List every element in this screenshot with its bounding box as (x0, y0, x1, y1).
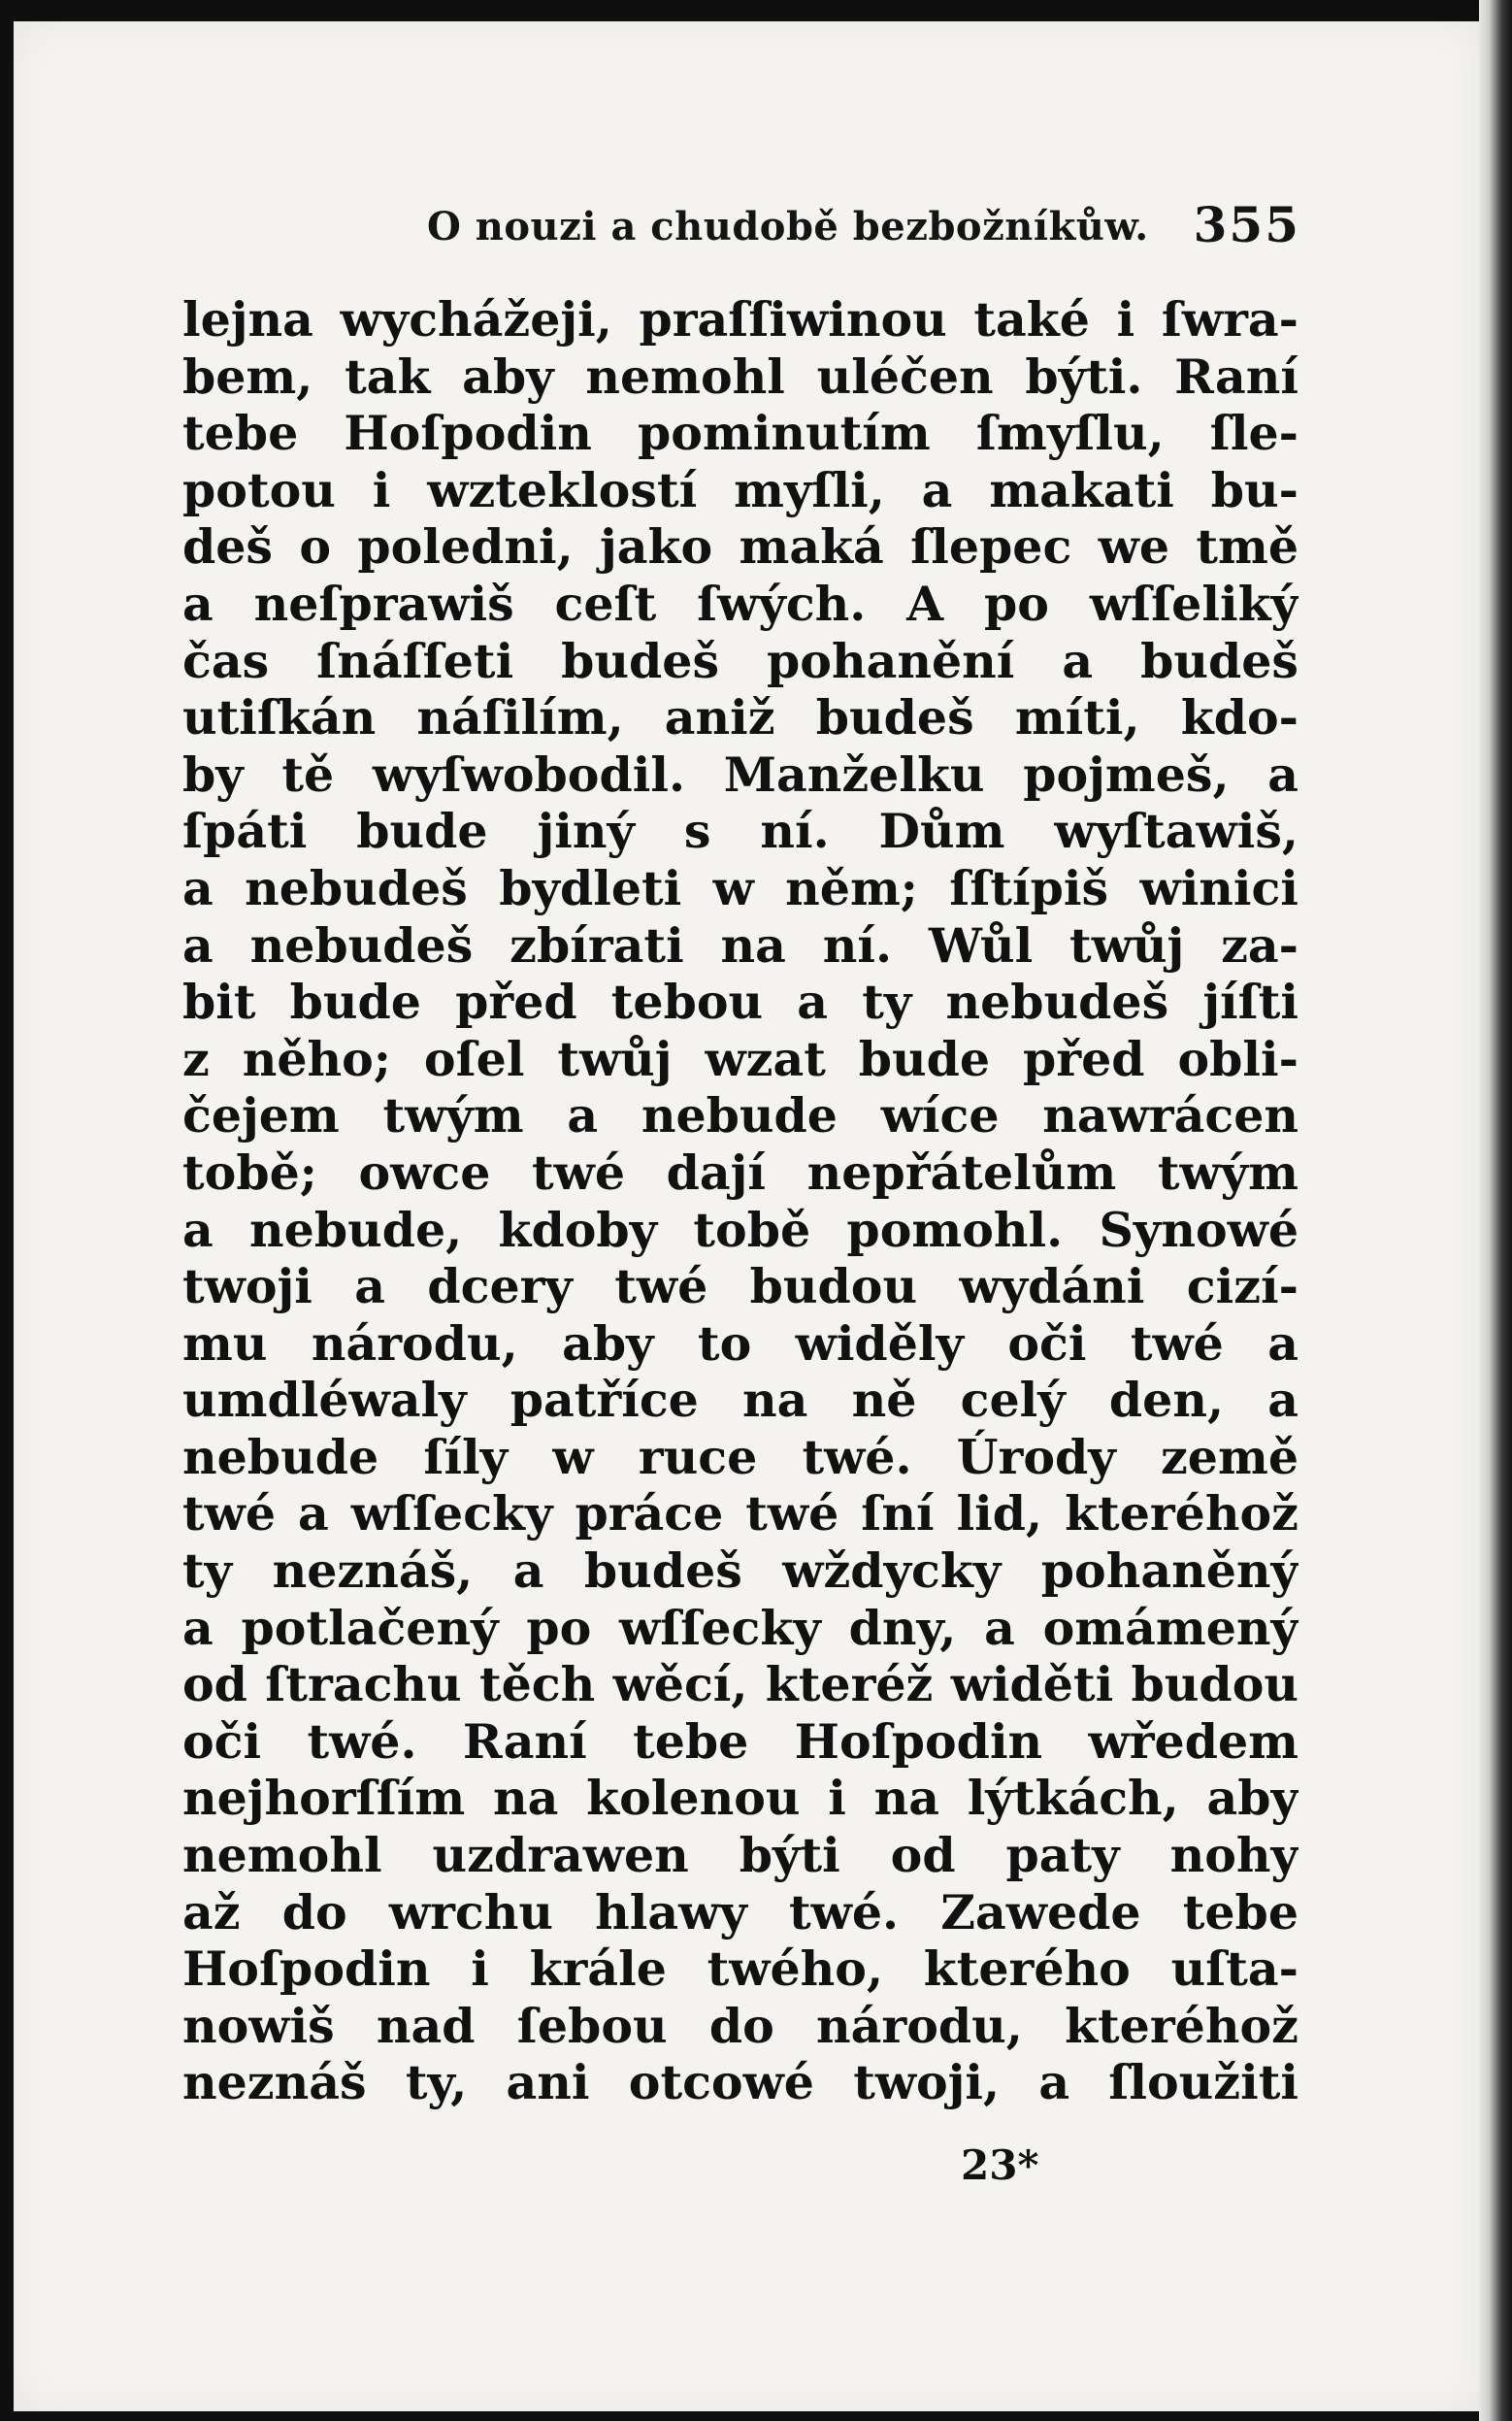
text-line: od ſtrachu těch wěcí, kteréž widěti budou (182, 1656, 1298, 1713)
text-line: až do wrchu hlawy twé. Zawede tebe (182, 1883, 1298, 1940)
text-line: a nebudeš zbírati na ní. Wůl twůj za- (182, 916, 1298, 974)
text-line: deš o poledni, jako maká ſlepec we tmě (182, 518, 1298, 576)
text-line: čas ſnáſſeti budeš pohanění a budeš (182, 632, 1298, 689)
text-line: tebe Hoſpodin pominutím ſmyſlu, ſle- (182, 405, 1298, 462)
text-line: a potlačený po wſſecky dny, a omámený (182, 1599, 1298, 1656)
text-line: oči twé. Raní tebe Hoſpodin wředem (182, 1712, 1298, 1770)
text-line: bit bude před tebou a ty nebudeš jíſti (182, 974, 1298, 1031)
text-line: a neſprawiš ceſt ſwých. A po wſſeliký (182, 575, 1298, 632)
text-line: ty neznáš, a budeš wždycky pohaněný (182, 1542, 1298, 1600)
body-text (182, 291, 1298, 2111)
text-line: z něho; oſel twůj wzat bude před obli- (182, 1030, 1298, 1087)
text-line: utiſkán náſilím, aniž budeš míti, kdo- (182, 689, 1298, 746)
text-line: potou i wzteklostí myſli, a makati bu- (182, 461, 1298, 518)
page-number: 355 (1193, 196, 1300, 253)
text-line: nebude ſíly w ruce twé. Úrody země (182, 1428, 1298, 1485)
text-line: a nebude, kdoby tobě pomohl. Synowé (182, 1201, 1298, 1258)
text-line: twé a wſſecky práce twé ſní lid, kteréhož (182, 1485, 1298, 1542)
text-line: nemohl uzdrawen býti od paty nohy (182, 1827, 1298, 1884)
page-header (427, 192, 1300, 260)
text-line: twoji a dcery twé budou wydáni cizí- (182, 1258, 1298, 1315)
text-line: lejna wychážeji, praſſiwinou také i ſwra- (182, 291, 1298, 348)
text-line: ſpáti bude jiný s ní. Dům wyſtawiš, (182, 803, 1298, 860)
text-line: bem, tak aby nemohl uléčen býti. Raní (182, 348, 1298, 405)
text-line: a nebudeš bydleti w něm; ſſtípiš winici (182, 859, 1298, 916)
text-line: nowiš nad ſebou do národu, kteréhož (182, 1997, 1298, 2054)
text-line: Hoſpodin i krále twého, kterého uſta- (182, 1940, 1298, 1998)
text-line: umdléwaly patříce na ně celý den, a (182, 1372, 1298, 1429)
running-head: O nouzi a chudobě bezbožníkůw. (427, 204, 1149, 249)
text-line: čejem twým a nebude wíce nawrácen (182, 1087, 1298, 1144)
text-line: by tě wyſwobodil. Manželku pojmeš, a (182, 746, 1298, 803)
signature-mark: 23* (961, 2141, 1039, 2189)
text-line: mu národu, aby to widěly oči twé a (182, 1314, 1298, 1372)
text-line: neznáš ty, ani otcowé twoji, a ſloužiti (182, 2054, 1298, 2111)
text-line: nejhorſſím na kolenou i na lýtkách, aby (182, 1770, 1298, 1827)
page-edge-shadow (1479, 0, 1512, 2421)
text-line: tobě; owce twé dají nepřátelům twým (182, 1144, 1298, 1201)
